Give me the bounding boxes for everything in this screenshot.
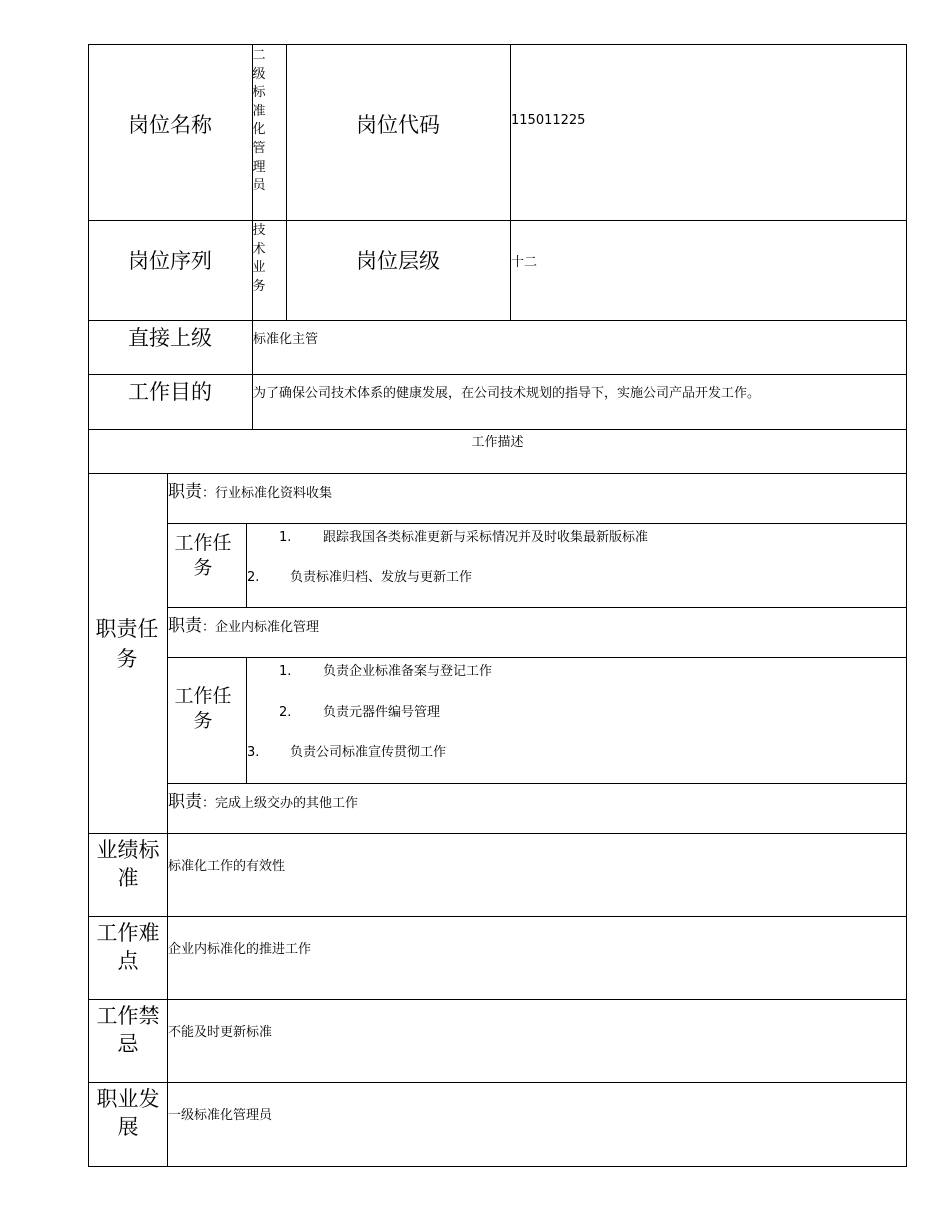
taboo-label: 工作禁忌 bbox=[96, 1004, 160, 1056]
career-label: 职业发展 bbox=[96, 1087, 160, 1139]
performance-value: 标准化工作的有效性 bbox=[168, 859, 286, 874]
direct-superior-label: 直接上级 bbox=[128, 326, 212, 350]
performance-label: 业绩标准 bbox=[96, 838, 160, 890]
task-label: 工作任务 bbox=[174, 685, 232, 732]
career-value: 一级标准化管理员 bbox=[168, 1108, 273, 1123]
task-item: 1. 跟踪我国各类标准更新与采标情况并及时收集最新版标准 bbox=[279, 530, 649, 545]
direct-superior-value: 标准化主管 bbox=[253, 332, 319, 347]
taboo-value: 不能及时更新标准 bbox=[168, 1025, 273, 1040]
difficulty-label: 工作难点 bbox=[96, 921, 160, 973]
task-item: 2. 负责元器件编号管理 bbox=[279, 705, 441, 720]
work-purpose-label: 工作目的 bbox=[128, 380, 212, 404]
post-level-value: 十二 bbox=[511, 255, 538, 270]
duty-task-label: 职责任务 bbox=[95, 617, 159, 671]
difficulty-value: 企业内标准化的推进工作 bbox=[168, 942, 312, 957]
task-item: 1. 负责企业标准备案与登记工作 bbox=[279, 664, 493, 679]
post-code-value: 115011225 bbox=[511, 113, 586, 128]
post-level-label: 岗位层级 bbox=[356, 249, 440, 273]
post-name-value: 二级标准化管理员 bbox=[252, 48, 266, 194]
task-label: 工作任务 bbox=[174, 532, 232, 579]
work-description-header: 工作描述 bbox=[471, 435, 524, 450]
duty-title: 职责：行业标准化资料收集 bbox=[168, 482, 333, 502]
duty-title: 职责：企业内标准化管理 bbox=[168, 616, 320, 636]
task-item: 3. 负责公司标准宣传贯彻工作 bbox=[247, 745, 447, 760]
task-item: 2. 负责标准归档、发放与更新工作 bbox=[247, 570, 473, 585]
post-series-value: 技术业务 bbox=[252, 223, 266, 294]
post-code-label: 岗位代码 bbox=[356, 113, 440, 137]
post-name-label: 岗位名称 bbox=[128, 113, 212, 137]
post-series-label: 岗位序列 bbox=[128, 249, 212, 273]
work-purpose-value: 为了确保公司技术体系的健康发展，在公司技术规划的指导下，实施公司产品开发工作。 bbox=[253, 386, 761, 401]
duty-title: 职责：完成上级交办的其他工作 bbox=[168, 792, 359, 812]
